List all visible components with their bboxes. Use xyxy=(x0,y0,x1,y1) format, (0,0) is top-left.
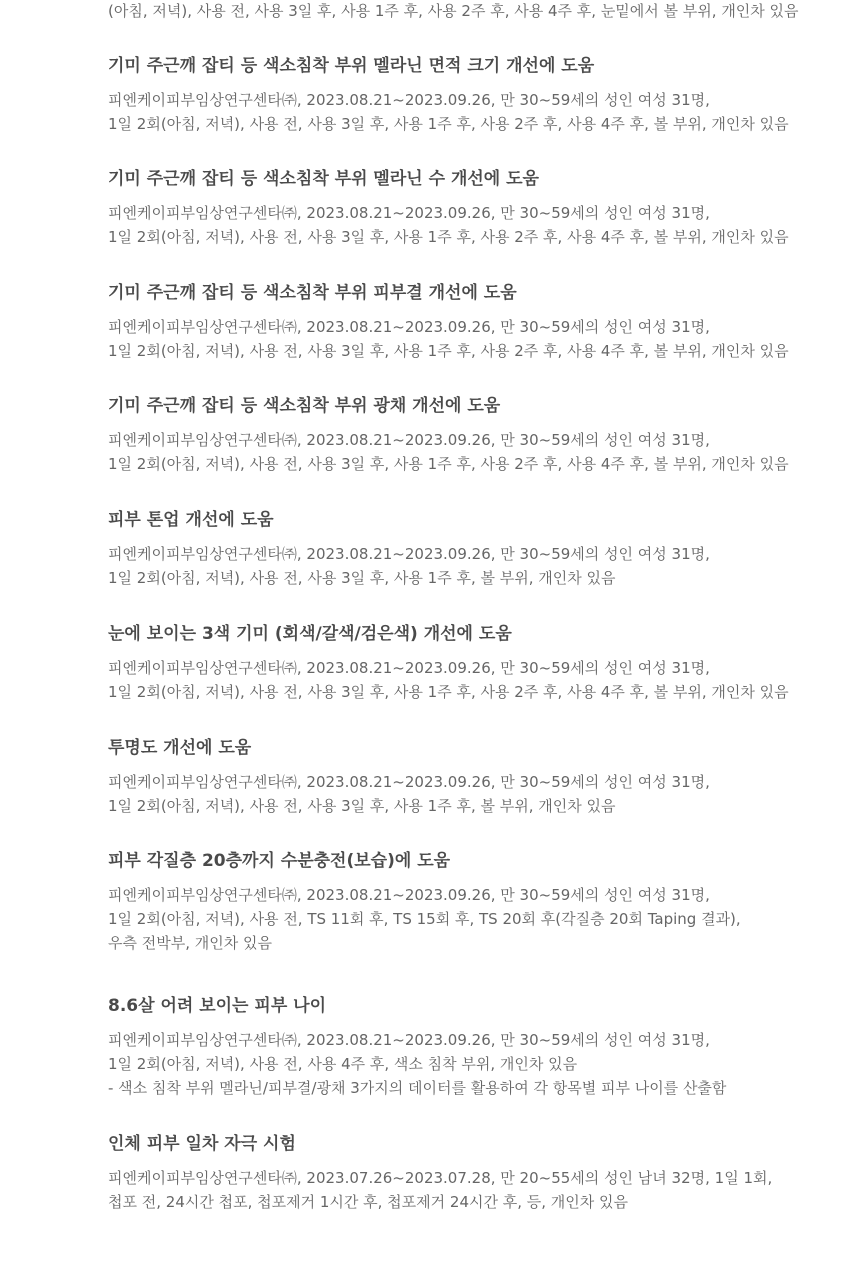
claim-description xyxy=(108,88,828,136)
claim-description xyxy=(108,770,828,818)
claim-title: 피부 각질층 20층까지 수분충전(보습)에 도움 xyxy=(108,851,451,871)
claim-description xyxy=(108,883,828,955)
claim-title: 기미 주근깨 잡티 등 색소침착 부위 멜라닌 수 개선에 도움 xyxy=(108,169,539,189)
claim-description xyxy=(108,656,828,704)
claim-title: 눈에 보이는 3색 기미 (회색/갈색/검은색) 개선에 도움 xyxy=(108,624,512,644)
claim-title: 기미 주근깨 잡티 등 색소침착 부위 피부결 개선에 도움 xyxy=(108,283,517,303)
claim-description-line: 피엔케이피부임상연구센타㈜, 2023.08.21~2023.09.26, 만 30~59세의 성인 여성 31명, xyxy=(108,91,710,109)
claim-description xyxy=(108,315,828,363)
claim-description-line: 1일 2회(아침, 저녁), 사용 전, TS 11회 후, TS 15회 후, TS 20회 후(각질층 20회 Taping 결과), xyxy=(108,910,741,928)
claim-description xyxy=(108,201,828,249)
claim-description-line: 1일 2회(아침, 저녁), 사용 전, 사용 3일 후, 사용 1주 후, 사용 2주 후, 사용 4주 후, 볼 부위, 개인차 있음 xyxy=(108,683,789,701)
claim-title: 8.6살 어려 보이는 피부 나이 xyxy=(108,996,327,1016)
claim-item xyxy=(108,54,828,136)
claim-title: 인체 피부 일차 자극 시험 xyxy=(108,1134,296,1154)
claim-description xyxy=(108,1028,828,1100)
claim-description-line: 피엔케이피부임상연구센타㈜, 2023.08.21~2023.09.26, 만 30~59세의 성인 여성 31명, xyxy=(108,773,710,791)
claim-item xyxy=(108,167,828,249)
claim-description-line: 첩포 전, 24시간 첩포, 첩포제거 1시간 후, 첩포제거 24시간 후, 등, 개인차 있음 xyxy=(108,1193,629,1211)
claim-item xyxy=(108,736,828,818)
claim-item xyxy=(108,281,828,363)
continued-description-line: (아침, 저녁), 사용 전, 사용 3일 후, 사용 1주 후, 사용 2주 후, 사용 4주 후, 눈밑에서 볼 부위, 개인차 있음 xyxy=(108,2,799,20)
claim-description-line: - 색소 침착 부위 멜라닌/피부결/광채 3가지의 데이터를 활용하여 각 항목별 피부 나이를 산출함 xyxy=(108,1079,727,1097)
claim-description-line: 1일 2회(아침, 저녁), 사용 전, 사용 3일 후, 사용 1주 후, 볼 부위, 개인차 있음 xyxy=(108,797,616,815)
claim-description xyxy=(108,1166,828,1214)
claim-description-line: 피엔케이피부임상연구센타㈜, 2023.08.21~2023.09.26, 만 30~59세의 성인 여성 31명, xyxy=(108,431,710,449)
claim-item xyxy=(108,994,828,1100)
claim-description-line: 1일 2회(아침, 저녁), 사용 전, 사용 3일 후, 사용 1주 후, 사용 2주 후, 사용 4주 후, 볼 부위, 개인차 있음 xyxy=(108,342,789,360)
claim-description xyxy=(108,428,828,476)
claim-description-line: 1일 2회(아침, 저녁), 사용 전, 사용 4주 후, 색소 침착 부위, 개인차 있음 xyxy=(108,1055,578,1073)
claim-description-line: 피엔케이피부임상연구센타㈜, 2023.08.21~2023.09.26, 만 30~59세의 성인 여성 31명, xyxy=(108,545,710,563)
claim-description-line: 피엔케이피부임상연구센타㈜, 2023.08.21~2023.09.26, 만 30~59세의 성인 여성 31명, xyxy=(108,1031,710,1049)
claim-description-line: 1일 2회(아침, 저녁), 사용 전, 사용 3일 후, 사용 1주 후, 사용 2주 후, 사용 4주 후, 볼 부위, 개인차 있음 xyxy=(108,115,789,133)
claim-description-line: 피엔케이피부임상연구센타㈜, 2023.08.21~2023.09.26, 만 30~59세의 성인 여성 31명, xyxy=(108,204,710,222)
claim-item xyxy=(108,849,828,955)
claim-item xyxy=(108,622,828,704)
claim-item xyxy=(108,394,828,476)
claim-description-line: 1일 2회(아침, 저녁), 사용 전, 사용 3일 후, 사용 1주 후, 사용 2주 후, 사용 4주 후, 볼 부위, 개인차 있음 xyxy=(108,455,789,473)
claim-item xyxy=(108,1132,828,1214)
claim-description-line: 피엔케이피부임상연구센타㈜, 2023.08.21~2023.09.26, 만 30~59세의 성인 여성 31명, xyxy=(108,886,710,904)
claim-title: 투명도 개선에 도움 xyxy=(108,738,252,758)
claim-title: 기미 주근깨 잡티 등 색소침착 부위 멜라닌 면적 크기 개선에 도움 xyxy=(108,56,595,76)
claim-description-line: 피엔케이피부임상연구센타㈜, 2023.08.21~2023.09.26, 만 30~59세의 성인 여성 31명, xyxy=(108,318,710,336)
claim-description-line: 1일 2회(아침, 저녁), 사용 전, 사용 3일 후, 사용 1주 후, 사용 2주 후, 사용 4주 후, 볼 부위, 개인차 있음 xyxy=(108,228,789,246)
claim-description-line: 피엔케이피부임상연구센타㈜, 2023.08.21~2023.09.26, 만 30~59세의 성인 여성 31명, xyxy=(108,659,710,677)
claim-item xyxy=(108,508,828,590)
claim-description-line: 피엔케이피부임상연구센타㈜, 2023.07.26~2023.07.28, 만 20~55세의 성인 남녀 32명, 1일 1회, xyxy=(108,1169,773,1187)
claim-title: 기미 주근깨 잡티 등 색소침착 부위 광채 개선에 도움 xyxy=(108,396,501,416)
claim-description xyxy=(108,542,828,590)
claim-description-line: 1일 2회(아침, 저녁), 사용 전, 사용 3일 후, 사용 1주 후, 볼 부위, 개인차 있음 xyxy=(108,569,616,587)
claim-description-line: 우측 전박부, 개인차 있음 xyxy=(108,934,272,952)
claim-title: 피부 톤업 개선에 도움 xyxy=(108,510,274,530)
